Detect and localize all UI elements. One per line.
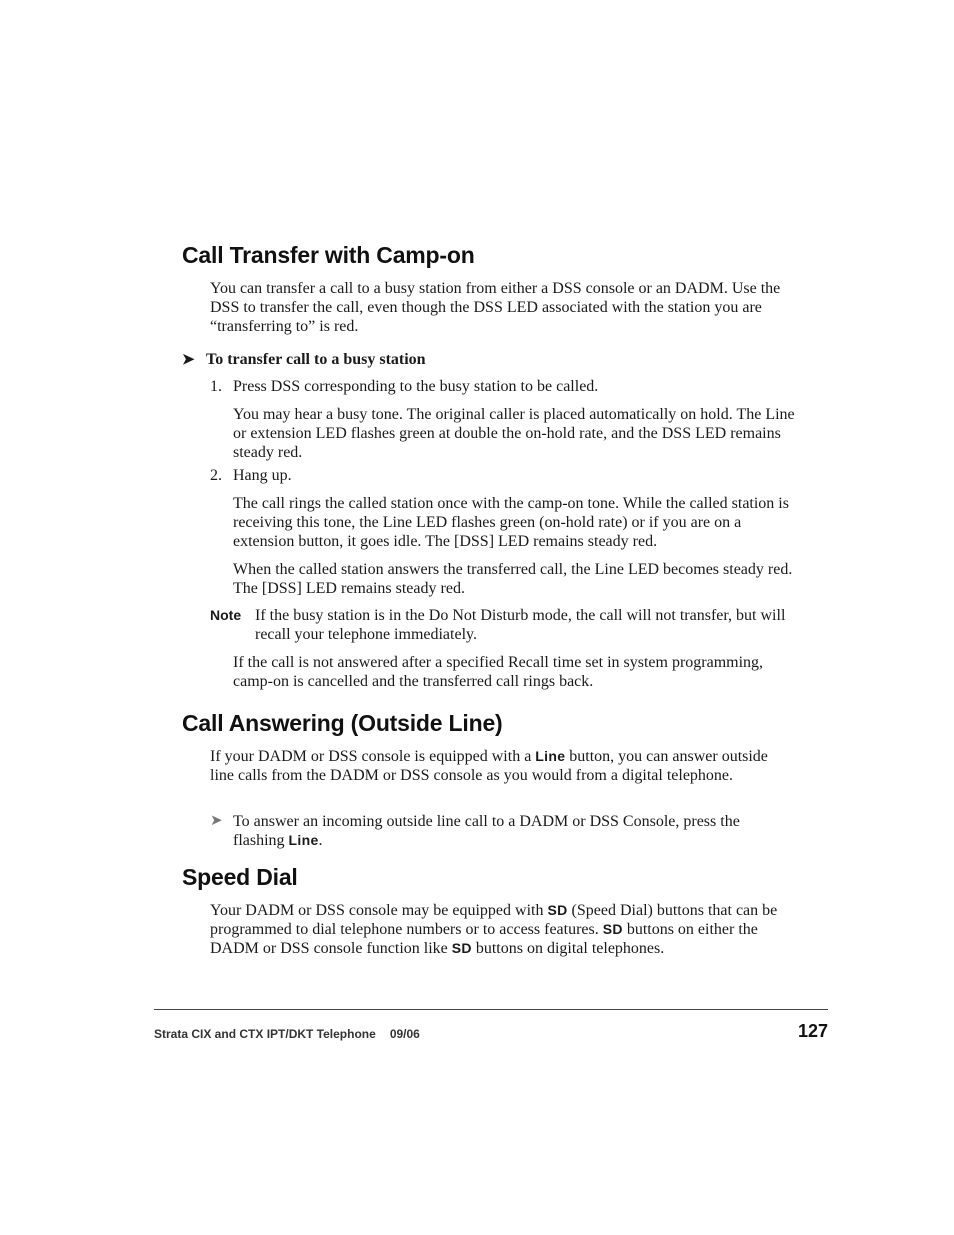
line-button-label: Line <box>288 832 319 848</box>
footer-rule <box>154 1009 828 1010</box>
note-text: If the busy station is in the Do Not Disturb mode, the call will not transfer, but will recall your telephone immediately. <box>255 607 786 643</box>
footer-title: Strata CIX and CTX IPT/DKT Telephone <box>154 1027 376 1041</box>
section-heading-camp-on: Call Transfer with Camp-on <box>182 242 475 268</box>
speed-dial-text-1: Your DADM or DSS console may be equipped with <box>210 902 548 919</box>
sd-button-label: SD <box>451 940 472 956</box>
page-number: 127 <box>797 1021 828 1041</box>
procedure-title: To transfer call to a busy station <box>206 351 426 368</box>
footer-title-block <box>154 1027 420 1041</box>
speed-dial-text-2: (Speed Dial) buttons that can be programmed to dial telephone numbers or to access features. <box>210 902 778 938</box>
note-label: Note <box>210 607 242 623</box>
speed-dial-text-4: buttons on digital telephones. <box>471 940 665 957</box>
step-2 <box>210 466 810 485</box>
section-heading-speed-dial: Speed Dial <box>182 864 298 890</box>
step-2-detail-2: When the called station answers the transferred call, the Line LED becomes steady red. The [DSS] LED remains steady red. <box>233 561 793 597</box>
sd-button-label: SD <box>602 921 623 937</box>
camp-on-intro: You can transfer a call to a busy station from either a DSS console or an DADM. Use the DSS to transfer the call, even though the DSS LED associated with the station you are “transferring to” is red. <box>210 280 781 335</box>
answering-step-text <box>233 812 793 850</box>
sd-button-label: SD <box>547 902 568 918</box>
procedure-heading <box>182 350 426 369</box>
step-text: Hang up. <box>233 467 292 484</box>
answering-text-1: If your DADM or DSS console is equipped with a <box>210 748 536 765</box>
camp-on-closing: If the call is not answered after a specified Recall time set in system programming, camp-on is cancelled and the transferred call rings back. <box>233 654 764 690</box>
answering-paragraph <box>210 747 775 785</box>
step-1 <box>210 377 810 396</box>
answering-step-end: . <box>318 832 323 849</box>
step-2-detail-1: The call rings the called station once with the camp-on tone. While the called station is receiving this tone, the Line LED flashes green (on-hold rate) or if you are on a extension button, it goes idle. The [DSS] LED remains steady red. <box>233 495 789 550</box>
speed-dial-text-3: buttons on either the DADM or DSS console function like <box>210 921 758 957</box>
step-number: 2. <box>210 467 222 484</box>
footer-date: 09/06 <box>389 1027 420 1041</box>
step-number: 1. <box>210 378 222 395</box>
answering-text-2: button, you can answer outside line calls from the DADM or DSS console as you would from a digital telephone. <box>210 748 768 784</box>
line-button-label: Line <box>535 748 566 764</box>
step-text: Press DSS corresponding to the busy station to be called. <box>233 378 599 395</box>
arrow-right-icon: ➤ <box>182 352 195 368</box>
section-heading-answering: Call Answering (Outside Line) <box>182 710 503 736</box>
answering-step-text-main: To answer an incoming outside line call to a DADM or DSS Console, press the flashing <box>233 813 740 849</box>
speed-dial-paragraph <box>210 901 802 958</box>
arrow-right-icon: ➤ <box>210 813 223 829</box>
step-1-detail: You may hear a busy tone. The original caller is placed automatically on hold. The Line or extension LED flashes green at double the on-hold rate, and the DSS LED remains steady red. <box>233 406 795 461</box>
